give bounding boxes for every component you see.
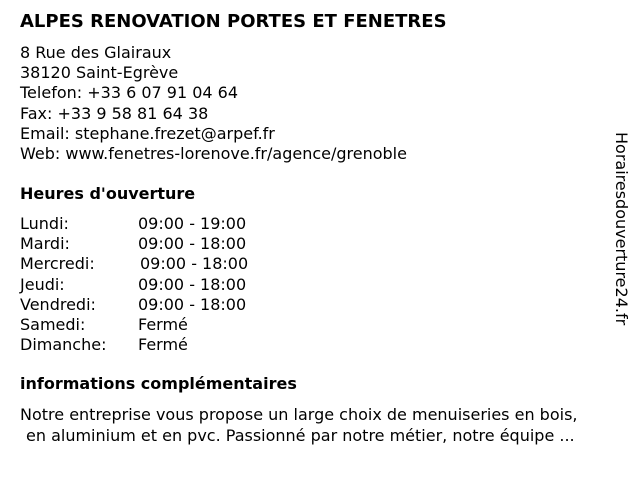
day-label: Jeudi: [20,274,65,294]
business-description [20,404,630,446]
fax-number: Fax: +33 9 58 81 64 38 [20,103,209,123]
business-name: ALPES RENOVATION PORTES ET FENETRES [20,11,447,32]
day-hours: 09:00 - 18:00 [140,254,249,274]
contact-block [20,43,407,164]
day-hours: 09:00 - 18:00 [138,294,247,314]
day-label: Mercredi: [20,254,95,274]
phone-number: Telefon: +33 6 07 91 04 64 [20,83,239,103]
day-hours: Fermé [138,314,188,334]
city-postal: 38120 Saint-Egrève [20,63,179,83]
day-label: Samedi: [20,314,86,334]
day-hours: 09:00 - 18:00 [138,234,247,254]
day-hours: 09:00 - 19:00 [138,214,247,233]
day-hours: Fermé [138,335,188,355]
description-line-1: Notre entreprise vous propose un large choix de menuiseries en bois, [20,405,578,424]
day-label: Vendredi: [20,294,96,314]
site-watermark [609,132,633,346]
street-address: 8 Rue des Glairaux [20,43,172,62]
day-label: Mardi: [20,234,70,254]
watermark-text: Horairesdouverture24.fr [612,132,631,326]
additional-info-heading: informations complémentaires [20,374,297,393]
day-label: Lundi: [20,214,69,233]
description-line-2: en aluminium et en pvc. Passionné par notre métier, notre équipe ... [26,426,575,445]
website-url: Web: www.fenetres-lorenove.fr/agence/grenoble [20,144,407,164]
email-address: Email: stephane.frezet@arpef.fr [20,123,275,143]
day-label: Dimanche: [20,335,107,355]
day-hours: 09:00 - 18:00 [138,274,247,294]
opening-hours-heading: Heures d'ouverture [20,184,196,203]
